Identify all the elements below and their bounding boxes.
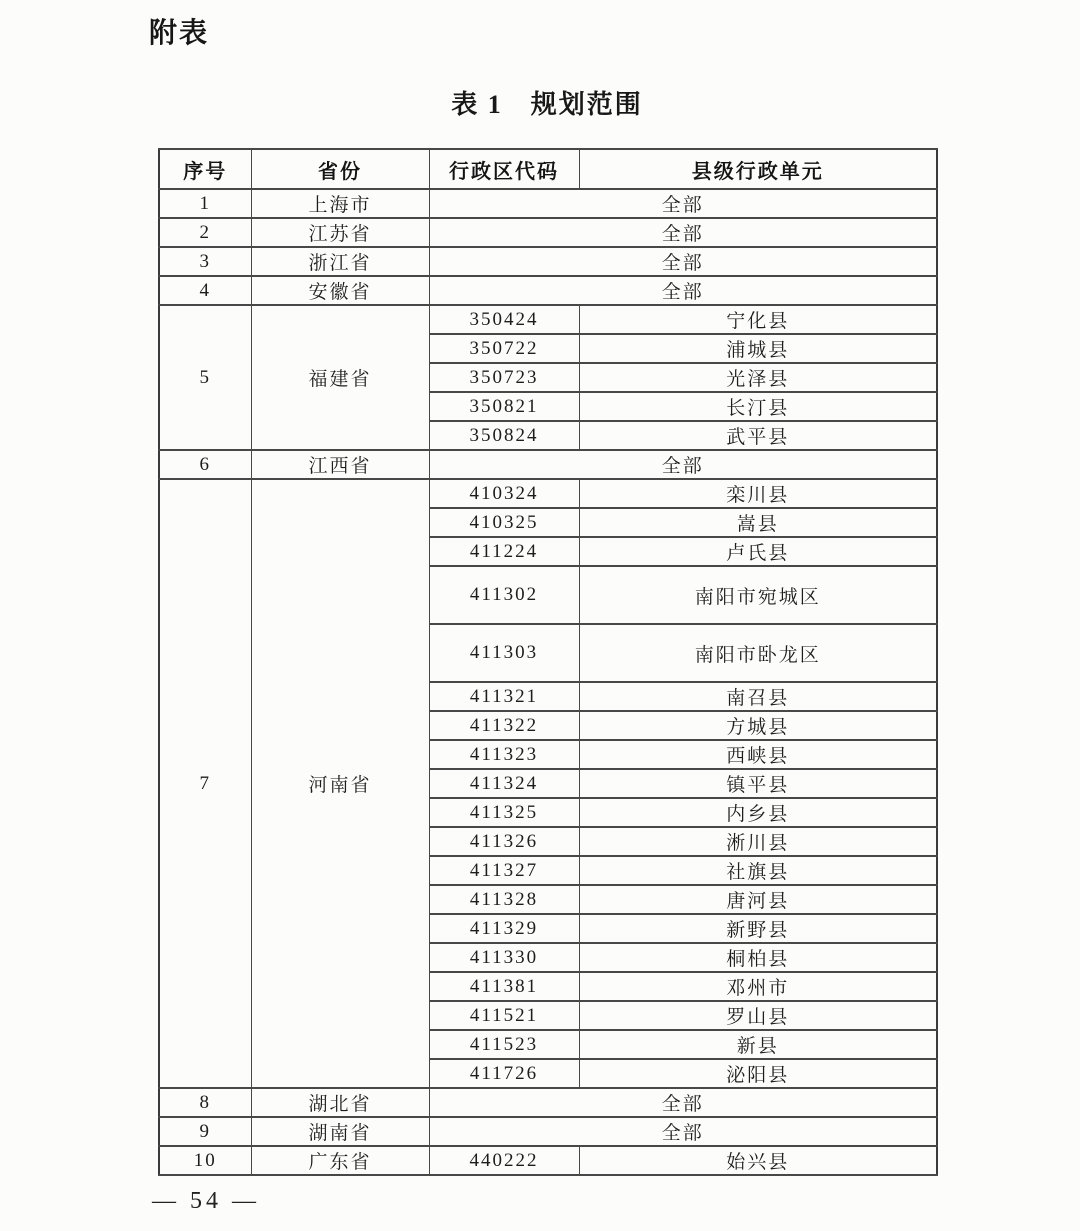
table-row (159, 305, 937, 334)
cell-district-code: 411224 (429, 537, 579, 566)
cell-district-code: 350424 (429, 305, 579, 334)
cell-serial-no: 3 (159, 247, 251, 276)
cell-province: 广东省 (251, 1146, 429, 1175)
header-row (159, 149, 937, 189)
cell-county-unit: 方城县 (579, 711, 937, 740)
cell-scope-all: 全部 (429, 189, 937, 218)
appendix-corner-label: 附表 (149, 17, 210, 48)
table-row (159, 1088, 937, 1117)
cell-county-unit: 南召县 (579, 682, 937, 711)
cell-scope-all: 全部 (429, 276, 937, 305)
cell-serial-no: 10 (159, 1146, 251, 1175)
cell-county-unit: 南阳市卧龙区 (579, 624, 937, 682)
cell-county-unit: 浦城县 (579, 334, 937, 363)
cell-county-unit: 武平县 (579, 421, 937, 450)
cell-district-code: 411523 (429, 1030, 579, 1059)
cell-scope-all: 全部 (429, 1088, 937, 1117)
header-cell-unit: 县级行政单元 (579, 149, 937, 189)
cell-province: 湖南省 (251, 1117, 429, 1146)
cell-county-unit: 光泽县 (579, 363, 937, 392)
table-row (159, 1146, 937, 1175)
cell-serial-no: 1 (159, 189, 251, 218)
cell-serial-no: 2 (159, 218, 251, 247)
cell-scope-all: 全部 (429, 247, 937, 276)
cell-district-code: 411326 (429, 827, 579, 856)
cell-county-unit: 新野县 (579, 914, 937, 943)
cell-county-unit: 嵩县 (579, 508, 937, 537)
table-row (159, 218, 937, 247)
cell-serial-no: 4 (159, 276, 251, 305)
cell-district-code: 411726 (429, 1059, 579, 1088)
cell-district-code: 411329 (429, 914, 579, 943)
cell-district-code: 350821 (429, 392, 579, 421)
cell-province: 福建省 (251, 305, 429, 450)
planning-scope-table (158, 148, 938, 1176)
cell-county-unit: 卢氏县 (579, 537, 937, 566)
cell-county-unit: 长汀县 (579, 392, 937, 421)
cell-district-code: 440222 (429, 1146, 579, 1175)
cell-serial-no: 7 (159, 479, 251, 1088)
cell-province: 安徽省 (251, 276, 429, 305)
cell-scope-all: 全部 (429, 1117, 937, 1146)
cell-scope-all: 全部 (429, 450, 937, 479)
cell-district-code: 411330 (429, 943, 579, 972)
cell-serial-no: 6 (159, 450, 251, 479)
cell-district-code: 411303 (429, 624, 579, 682)
header-cell-province: 省份 (251, 149, 429, 189)
header-cell-no: 序号 (159, 149, 251, 189)
table-row (159, 1117, 937, 1146)
cell-district-code: 350722 (429, 334, 579, 363)
cell-province: 河南省 (251, 479, 429, 1088)
cell-county-unit: 内乡县 (579, 798, 937, 827)
cell-county-unit: 桐柏县 (579, 943, 937, 972)
cell-district-code: 411323 (429, 740, 579, 769)
cell-district-code: 411381 (429, 972, 579, 1001)
cell-serial-no: 5 (159, 305, 251, 450)
table-body (159, 189, 937, 1175)
cell-district-code: 411321 (429, 682, 579, 711)
cell-district-code: 411327 (429, 856, 579, 885)
cell-county-unit: 泌阳县 (579, 1059, 937, 1088)
cell-district-code: 350824 (429, 421, 579, 450)
cell-district-code: 411302 (429, 566, 579, 624)
cell-district-code: 411325 (429, 798, 579, 827)
cell-scope-all: 全部 (429, 218, 937, 247)
cell-serial-no: 9 (159, 1117, 251, 1146)
cell-province: 江西省 (251, 450, 429, 479)
table-row (159, 247, 937, 276)
cell-district-code: 411521 (429, 1001, 579, 1030)
cell-district-code: 411324 (429, 769, 579, 798)
table-header (159, 149, 937, 189)
cell-district-code: 350723 (429, 363, 579, 392)
cell-county-unit: 罗山县 (579, 1001, 937, 1030)
cell-district-code: 411322 (429, 711, 579, 740)
cell-county-unit: 始兴县 (579, 1146, 937, 1175)
header-cell-code: 行政区代码 (429, 149, 579, 189)
table-row (159, 479, 937, 508)
cell-county-unit: 栾川县 (579, 479, 937, 508)
cell-county-unit: 西峡县 (579, 740, 937, 769)
table-title: 表 1 规划范围 (451, 90, 643, 119)
cell-province: 江苏省 (251, 218, 429, 247)
cell-county-unit: 镇平县 (579, 769, 937, 798)
table-row (159, 189, 937, 218)
table-row (159, 450, 937, 479)
cell-province: 浙江省 (251, 247, 429, 276)
cell-district-code: 410325 (429, 508, 579, 537)
cell-district-code: 410324 (429, 479, 579, 508)
cell-serial-no: 8 (159, 1088, 251, 1117)
page-number: — 54 — (152, 1188, 260, 1214)
table-row (159, 276, 937, 305)
cell-county-unit: 邓州市 (579, 972, 937, 1001)
cell-county-unit: 南阳市宛城区 (579, 566, 937, 624)
cell-province: 湖北省 (251, 1088, 429, 1117)
cell-county-unit: 淅川县 (579, 827, 937, 856)
cell-county-unit: 新县 (579, 1030, 937, 1059)
cell-district-code: 411328 (429, 885, 579, 914)
cell-county-unit: 唐河县 (579, 885, 937, 914)
cell-county-unit: 宁化县 (579, 305, 937, 334)
cell-province: 上海市 (251, 189, 429, 218)
cell-county-unit: 社旗县 (579, 856, 937, 885)
